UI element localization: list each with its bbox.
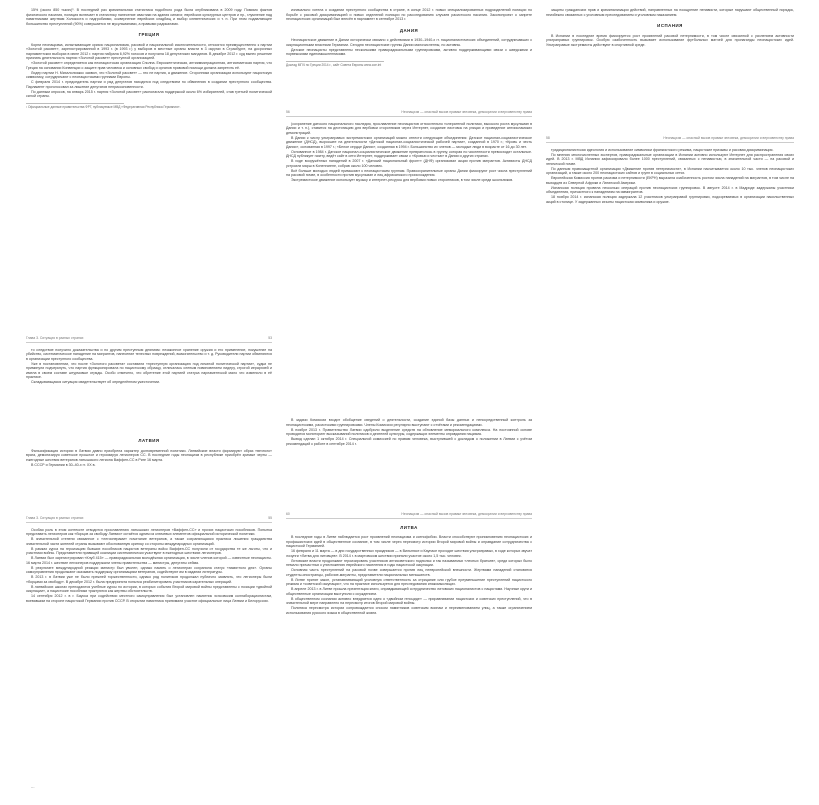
paragraph: Фальсификация истории в Латвии давно приобрела характер долговременной политики. Латвийские власти формируют образ «вечного» врага, демонизируя советское прошлое и героизируя легионеров СС. В последние годы неонацизм в республике приобрёл зримые черты — ежегодные шествия ветеранов латышского легиона Ваффен-СС в Риге 16 марта. [26, 448, 272, 462]
paragraph: Лидер партии Н. Михалолиакос заявил, что «Золотой рассвет» — это не партия, а движение. Сторонники организации используют нацистскую символику, сотрудничают с неонацистскими группами Европы. [26, 70, 272, 79]
paragraph: В ноябре 2013 г. Правительство Латвии одобрило выделение средств на обновление мемориального комплекса. На постоянной основе проводятся мониторинг высказываний политиков и деятелей культуры, содержащих элементы оправдания нацизма. [286, 427, 532, 436]
page [26, 432, 272, 508]
footnote [286, 61, 532, 67]
running-head-title: Глава 3. Ситуация в разных странах [26, 516, 84, 520]
paragraph: В значительной степени связанное с «легионерами» почитание ветеранов, а также сохраняющаяся практика лишения гражданства значительной части жителей страны вызывают обоснованную критику со стороны международных организаций. [26, 537, 272, 546]
paragraph: изначально хотела о создании преступного сообщества в стране, в конце 2012 г. новых специализированных подразделений полиции по борьбе с расовой дискриминацией и новых отделений полиции по расследованию случаев расистского насилия. Законопроект о запрете неонацистских организаций был внесён в парламент в сентябре 2013 г. [286, 8, 532, 21]
page-number: 60 [286, 512, 290, 516]
paragraph: Складывающаяся ситуация свидетельствует об определённом ужесточении. [31, 380, 160, 384]
paragraph: Основанное в 1984 г. Датское национал-социалистическое движение превратилось в группу, которая по численности превосходит остальные. ДНСД публикует газету, ведёт сайт в сети Интернет, поддерживает связи с «Кровью и честью» в Дании и других странах. [286, 149, 532, 158]
paragraph: Испанская полиция провела несколько операций против неонацистских группировок. В августе 2014 г. в Мадриде задержаны участники объединения, причастного к нападениям на иммигрантов. [546, 185, 794, 194]
paragraph: По мнению многочисленных экспертов, праворадикальные организации в Испании активно используют Интернет для распространения своих идей. В 2013 г. МВД Испании зафиксировало более 1000 преступлений, связанных с ненавистью, в значительной части — на расовой и этнической почве. [546, 152, 794, 166]
page [546, 8, 794, 130]
paragraph: Европейская Комиссия против расизма и нетерпимости (ЕКРН) выразила озабоченность ростом числа нападений на мигрантов, в том числе на выходцев из Северной Африки и Латинской Америки. [546, 176, 794, 185]
page [546, 136, 794, 336]
paragraph: Политика пересмотра истории сопровождается сносом памятников советским воинам и переименованием улиц, а также ограничением использования русского языка в общественной жизни. [286, 606, 532, 615]
section-heading: ГРЕЦИЯ [138, 32, 160, 37]
running-head [26, 336, 272, 343]
footnote [26, 103, 272, 109]
paragraph: В Литве принят закон, устанавливающий уголовную ответственность за отрицание или грубое преуменьшение преступлений нацистского режима и «советской оккупации», что на практике используется для преследования инакомыслящих. [286, 577, 532, 586]
page [26, 336, 272, 428]
footnote-text: Доклад МПЧ по Греции 2014 г., сайт Совета Европы www.coe.int [286, 62, 382, 67]
page [26, 8, 272, 306]
paragraph: Вывод сделан 1 октября 2014 г. Специальной комиссией по правам человека, выступившей с докладом о положении в Латвии с учётом рекомендаций к работе в сентябре 2014 г. [286, 437, 532, 446]
paragraph: В латвийских школах преподаются учебные курсы по истории, в которых события Второй мировой войны представлены с позиции «двойной оккупации», а нацистские пособники трактуются как жертвы обстоятельств. [26, 584, 272, 593]
page [26, 516, 272, 784]
paragraph: 14 сентября 2012 г. в г. Бауска при содействии местного самоуправления был установлен памятник эсэсовским коллаборационистам, воевавшим на стороне нацистской Германии против СССР. В открытии памятника принимали участие официальные лица Латвии и Белоруссии. [26, 594, 272, 603]
paragraph: Корни неонацизма, испытывающие кризис национализма, расовой и национальной исключительности, относятся преимущественно к партии «Золотой рассвет», зарегистрированной в 1993 г. (в 1993 г.) у выборов в местные органы власти в 3 округах в Страсбурге, на досрочных парламентских выборах в июне 2012 г. партия набрала 6,92% голосов и получила 18 депутатских мандатов. В декабре 2012 г. суд вынес решение признать деятельность партии «Золотой рассвет» преступной организацией. [26, 42, 272, 60]
paragraph: В Испании в последние время фиксируется рост проявлений расовой нетерпимости, в том числе связанной с усилением активности ультраправых группировок. Особую озабоченность вызывает использование футбольных матчей для пропаганды неонацистских идей. Ультраправые экстремисты действуют в спортивной среде. [546, 33, 794, 47]
paragraph: Экстремистское движение использует музыку и интернет-ресурсы для вербовки новых сторонников, в том числе среди школьников. [291, 178, 514, 182]
paragraph: защиты гражданских прав и криминализации действий, направленных на поощрение ненависти, которые нарушают общественный порядок, неизбежно связанных с уголовным преследованием и уголовным наказанием. [546, 8, 794, 17]
paragraph: С февраля 2014 г. председатель партии и ряд депутатов находятся под следствием по обвинению в создании преступного сообщества. Парламент проголосовал за лишение депутатов неприкосновенности. [26, 80, 272, 89]
paragraph: В ходе вооружённых нападений в 2007 г. «Датский национальный фронт» (ДНФ) организовал акции против мигрантов. Активисты ДНСД устроили марш в Копенгагене, собрав около 100 человек. [286, 159, 532, 168]
running-head [546, 136, 794, 143]
footnote-mark: ¹ [26, 104, 28, 109]
paragraph: 15% (около 850 тысяч)¹. В последний раз криминальная статистика подобного рода была опубликована в 2009 году. Помимо фактов физического насилия, полиция включает в статистику нанесение свастики на здания синагог, еврейских культурных центров и пр., глумление над памятниками жертвам Холокоста и надгробиями, осквернение еврейских кладбищ и выбор клеветнических и т. п. При этом подавляющее большинство преступлений (90%) совершается не мусульманами, а правыми радикалами. [26, 8, 272, 26]
paragraph: традиционалистская идеология и использование символики франкистского режима, нацистские призывы и расовая дискриминация. [551, 147, 774, 152]
paragraph: В Латвии был зарегистрирован «Клуб 415» — праворадикальная молодёжная организация, в числе членов которой — известные неонацисты. 16 марта 2014 г. шествие легионеров поддержали члены правительства — министры, депутаты сейма. [26, 556, 272, 565]
running-head-title: Неонацизм — опасный вызов правам человека, демократии и верховенству права [401, 512, 532, 516]
paragraph: Датские неонацисты представлены несколькими праворадикальными группировками, активно поддерживающими связи с шведскими и норвежскими единомышленниками. [286, 47, 532, 56]
paragraph: то следствие получило доказательства и по другим преступным деяниям: незаконное хранение оружия и его применение, покушение на убийство, систематическое нападение на мигрантов, нанесение телесных повреждений, вымогательство и т. д. Руководители партии обвиняются в организации преступного сообщества. [26, 347, 272, 361]
paragraph: Всё больше молодых людей примыкают к неонацистским группам. Правоохранительные органы Дании фиксируют рост числа преступлений на расовой почве, в особенности против мусульман и лиц африканского происхождения. [286, 168, 532, 177]
page-number: 53 [268, 336, 272, 340]
paragraph: В задачи Комиссии входит обобщение сведений о деятельности, создание единой базы данных и непосредственный контроль за неонацистскими, расистскими группировками. Члены Комиссии регулярно выступают с отчётами и рекомендациями. [286, 418, 532, 427]
section-heading: ИСПАНИЯ [657, 23, 683, 28]
section-heading: ЛАТВИЯ [138, 438, 160, 443]
paragraph: В 2013 г. в Латвии уже не было прежней торжественности, однако ряд политиков продолжал публично заявлять, что легионеры были «борцами за свободу». В декабре 2012 г. была предпринята попытка реабилитировать участников карательных операций. [26, 575, 272, 584]
paragraph: Уже в постановлении, что после «Золотого рассвета» составили «преступную организацию под личиной политической партии», судьи не приминули подчеркнуть, что партия функционировала по нацистскому образцу, отличалась слепым повиновением лидеру, строгой иерархией и имела в своем составе штурмовые отряды. Особо отмечено, что обретение этой партией статуса парламентской мало что изменило в её практике. [26, 361, 272, 379]
page [286, 512, 532, 804]
paragraph: По данным опросов, на январь 2015 г. партия «Золотой рассвет» располагала поддержкой около 6% избирателей, став третьей политической силой страны. [26, 89, 272, 98]
section-heading: ДАНИЯ [399, 27, 419, 33]
paragraph: В СССР и Германии в 30–40-х гг. ХХ в. [31, 462, 96, 467]
paragraph: Особая роль в этом контексте отводится прославлению латышских легионеров «Ваффен-СС» и прочих нацистских пособников. Попытка представить легионеров как «борцов за свободу Латвии» остаётся одним из ключевых элементов официальной исторической политики. [26, 527, 272, 536]
section-heading: ЛИТВА [400, 524, 418, 530]
running-head [286, 110, 532, 117]
page-number: 58 [546, 136, 550, 140]
paragraph: В результате международной реакции министр был уволен, однако память о легионерах сохранила статус «памятного дня». Органы самоуправления продолжают оказывать поддержку организациям ветеранов, содействуют им в издании литературы. [26, 565, 272, 574]
paragraph: 18 ноября 2014 г. испанская полиция задержала 12 участников ультраправой группировки, подозреваемых в организации насильственных акций в столице. У задержанных изъяты нацистская символика и оружие. [546, 195, 794, 204]
paragraph: Литовские власти продолжают героизировать участников антисоветского подполья и так называемых «лесных братьев», среди которых было немало причастных к уничтожению еврейского населения в годы нацистской оккупации. [286, 558, 532, 567]
page-number: 55 [268, 516, 272, 520]
footnote-text: Официальные данные правительства ФРГ, публикуемые МВД «Федеративная Республика Германия». [27, 104, 181, 109]
running-head-title: Неонацизм — опасный вызов правам человека, демократии и верховенству права [401, 110, 532, 114]
paragraph: В Дании к числу ультраправых экстремистских организаций можно отнести следующие объединения: Датское национал-социалистическое движение (ДНСД), выросшее на деятельности «Датской национал-социалистической рабочей партии», созданной в 1970 г.; «Кровь и честь Дании», основанная в 1997 г.; «Белое сердце Дании», созданная в 1994 г. Большинство их членов — молодые люди в возрасте от 16 до 30 лет. [286, 135, 532, 149]
page [286, 8, 532, 104]
paragraph: «Золотой рассвет» определяется как неонацистская организация Сполна. Евроскептическая, антииммиграционная, антисемитская партия, что Греция на основании Конвенции о защите прав человека и основных свобод и органов правовой помощи должна запретить её. [26, 61, 272, 70]
page [286, 418, 532, 504]
paragraph: ··· [31, 786, 35, 790]
paragraph: Неонацистское движение в Дании исторически связано с действиями в 1930–1940-х гг. националистических объединений, сотрудничавших с оккупационными властями Германии. Сегодня неонацистские группы Дании малочисленны, но активны. [286, 38, 532, 47]
paragraph: Основная часть преступлений на расовой почве совершается против лиц неевропейской внешности. Жертвами нападений становятся студенты-иностранцы, рабочие-мигранты, представители национальных меньшинств. [286, 568, 532, 577]
running-head-title: Неонацизм — опасный вызов правам человека, демократии и верховенству права [663, 136, 794, 140]
paragraph: 16 февраля и 11 марта — в дни государственных праздников — в Вильнюсе и Каунасе проходят шествия ультраправых, в ходе которых звучат лозунги «Литва для литовцев». В 2014 г. в мартовском шествии приняли участие около 1,5 тыс. человек. [286, 549, 532, 558]
page [26, 786, 272, 805]
running-head-title: Глава 3. Ситуация в разных странах [26, 336, 84, 340]
paragraph: По данным правозащитной организации «Движение против нетерпимости», в Испании насчитывается около 10 тыс. членов неонацистских организаций, а также около 200 неонацистских сайтов и групп в социальных сетях. [546, 166, 794, 175]
paragraph: В общественном сознании активно внедряется идея о «двойном геноциде» — приравнивании нацистских и советских преступлений, что в значительной мере направлено на пересмотр итогов Второй мировой войны. [286, 596, 532, 605]
running-head [286, 512, 532, 519]
running-head [26, 516, 272, 523]
page [286, 110, 532, 410]
paragraph: В апреле 2013 г. в Литве прошла презентация книги, оправдывающей сотрудничество литовских националистов с нацистами. Научные круги и общественные организации выступили с осуждением. [286, 587, 532, 596]
paragraph: (сохранение датского национального наследия, прославление неонацистов относительно толерантной политики, высокого роста мусульман в Дании и т. п.), ставится на дестинацию для вербовки сторонников через Интернет, создание листовок на улицах и проведение антиисламских демонстраций. [286, 121, 532, 135]
paragraph: В последние годы в Литве наблюдается рост проявлений неонацизма и ксенофобии. Власти способствуют проникновению неонацистских и профашистских идей в общественное сознание, в том числе через пересмотр истории Второй мировой войны и оправдание сотрудничества с нацистской Германией. [286, 535, 532, 548]
paragraph: В рамках курса на героизацию бывших пособников нацистов ветераны войск Ваффен-СС получили от государства те же льготы, что и участники войны. Представители правящей коалиции систематически участвуют в ежегодных шествиях легионеров. [26, 546, 272, 555]
page-number: 56 [286, 110, 290, 114]
